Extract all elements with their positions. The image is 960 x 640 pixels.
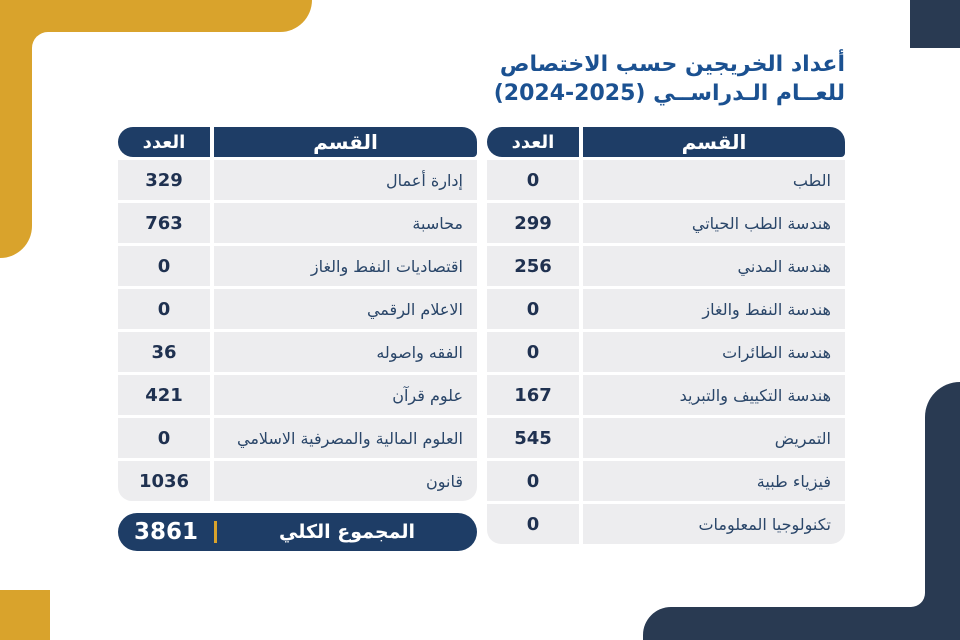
table-row — [118, 418, 477, 458]
gold-corner-frame-left-arm — [0, 0, 32, 258]
table-row — [118, 461, 477, 501]
table-row — [487, 418, 845, 458]
gold-corner-frame-top-arm — [0, 0, 312, 32]
gold-square-bottom-left — [0, 590, 50, 640]
row-count: 256 — [487, 246, 579, 286]
row-department: هندسة النفط والغاز — [583, 289, 845, 329]
page-title-line2: للعــام الـدراســي (2025-2024) — [493, 81, 845, 106]
row-department: علوم قرآن — [214, 375, 477, 415]
row-count: 0 — [487, 504, 579, 544]
table-row — [487, 461, 845, 501]
row-department: هندسة الطائرات — [583, 332, 845, 372]
row-count: 0 — [118, 246, 210, 286]
row-department: الطب — [583, 160, 845, 200]
row-department: هندسة المدني — [583, 246, 845, 286]
row-count: 763 — [118, 203, 210, 243]
table-row — [487, 332, 845, 372]
row-department: محاسبة — [214, 203, 477, 243]
row-count: 0 — [487, 461, 579, 501]
row-department: قانون — [214, 461, 477, 501]
row-department: هندسة الطب الحياتي — [583, 203, 845, 243]
table-row — [487, 504, 845, 544]
row-count: 36 — [118, 332, 210, 372]
table-row — [118, 332, 477, 372]
header-count: العدد — [118, 127, 210, 157]
table-row — [118, 160, 477, 200]
header-department: القسم — [583, 127, 845, 157]
row-department: العلوم المالية والمصرفية الاسلامي — [214, 418, 477, 458]
row-count: 1036 — [118, 461, 210, 501]
row-department: التمريض — [583, 418, 845, 458]
graduates-table-left — [118, 127, 477, 501]
row-count: 0 — [487, 332, 579, 372]
table-row — [118, 203, 477, 243]
row-department: هندسة التكييف والتبريد — [583, 375, 845, 415]
table-row — [487, 203, 845, 243]
grand-total-bar — [118, 513, 477, 551]
page-title — [494, 50, 845, 108]
row-count: 421 — [118, 375, 210, 415]
header-count: العدد — [487, 127, 579, 157]
grand-total-label: المجموع الكلي — [279, 521, 415, 543]
table-row — [118, 246, 477, 286]
table-header — [118, 127, 477, 157]
row-count: 0 — [487, 160, 579, 200]
table-row — [487, 246, 845, 286]
navy-square-top-right — [910, 0, 960, 48]
row-count: 167 — [487, 375, 579, 415]
row-count: 299 — [487, 203, 579, 243]
row-department: الفقه واصوله — [214, 332, 477, 372]
table-header — [487, 127, 845, 157]
table-row — [487, 289, 845, 329]
row-count: 545 — [487, 418, 579, 458]
row-count: 329 — [118, 160, 210, 200]
row-count: 0 — [487, 289, 579, 329]
graduates-table-right — [487, 127, 845, 544]
row-department: تكنولوجيا المعلومات — [583, 504, 845, 544]
header-department: القسم — [214, 127, 477, 157]
table-row — [487, 375, 845, 415]
grand-total-value: 3861 — [133, 519, 198, 545]
table-row — [118, 375, 477, 415]
navy-corner-frame-bottom-arm — [643, 607, 960, 640]
row-department: فيزياء طبية — [583, 461, 845, 501]
row-count: 0 — [118, 289, 210, 329]
table-row — [118, 289, 477, 329]
navy-corner-frame-right-arm — [925, 382, 960, 640]
row-count: 0 — [118, 418, 210, 458]
table-row — [487, 160, 845, 200]
page-title-line1: أعداد الخريجين حسب الاختصاص — [499, 52, 845, 77]
row-department: الاعلام الرقمي — [214, 289, 477, 329]
row-department: إدارة أعمال — [214, 160, 477, 200]
row-department: اقتصاديات النفط والغاز — [214, 246, 477, 286]
